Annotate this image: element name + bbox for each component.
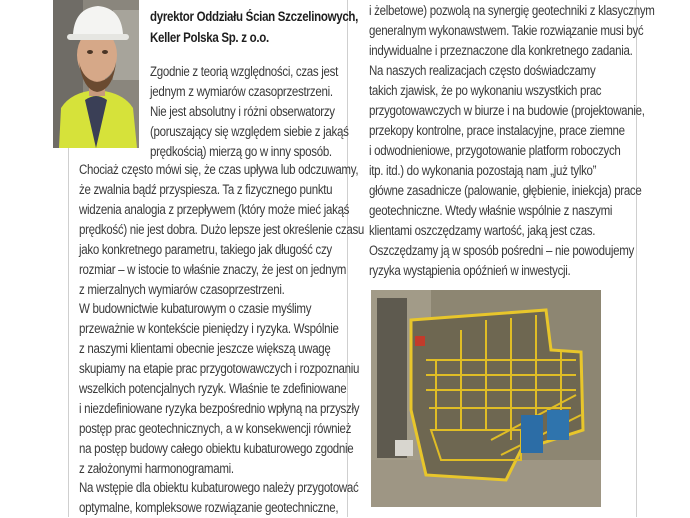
text-line: przeważnie w kontekście pieniędzy i ryzyka. Wspólnie: [79, 321, 339, 336]
text-line: postęp prac geotechnicznych, a w konsekwencji również: [79, 421, 352, 436]
text-line: przekopy kontrolne, prace instalacyjne, prace ziemne: [369, 123, 625, 138]
text-line: Chociaż często mówi się, że czas upływa lub odczuwamy,: [79, 162, 359, 177]
text-line: prędkością) mierzą go w inny sposób.: [150, 144, 332, 159]
caption-title: dyrektor Oddziału Ścian Szczelinowych,: [150, 9, 359, 24]
text-line: geotechniczne. Wtedy właśnie wspólnie z naszymi: [369, 203, 613, 218]
text-line: i odwodnieniowe, przygotowanie platform roboczych: [369, 143, 621, 158]
text-line: generalnym wykonawstwem. Takie rozwiązanie musi być: [369, 23, 644, 38]
text-line: prędkość) nie jest dobra. Dużo lepsze jest określenie czasu: [79, 222, 365, 237]
construction-site-photo: [371, 290, 601, 507]
text-line: widzenia analogia z przepływem (który może mieć jakąś: [79, 202, 350, 217]
text-line: przygotowawczych w biurze i na budowie (projektowanie,: [369, 103, 645, 118]
text-line: z mierzalnych wymiarów czasoprzestrzeni.: [79, 282, 285, 297]
text-line: Nie jest absolutny i różni obserwatorzy: [150, 104, 335, 119]
text-line: takich zjawisk, że po wykonaniu wszystkich prac: [369, 83, 602, 98]
text-line: wszelkich potencjalnych ryzyk. Właśnie te zdefiniowane: [79, 381, 347, 396]
text-line: itp. itd.) do wykonania pozostają nam „już tylko”: [369, 163, 597, 178]
text-line: z założonymi harmonogramami.: [79, 461, 234, 476]
text-line: rozmiar – w istocie to właśnie znaczy, że jest on jednym: [79, 262, 347, 277]
text-line: jako konkretnego parametru, takiego jak długość czy: [79, 242, 332, 257]
text-line: Oszczędzamy ją w sposób pośredni – nie powodujemy: [369, 243, 634, 258]
text-line: indywidualne i przeznaczone dla konkretnego zadania.: [369, 43, 633, 58]
portrait-caption: [150, 6, 358, 48]
text-line: Na wstępie dla obiektu kubaturowego należy przygotować: [79, 480, 359, 495]
right-column-text: [369, 1, 655, 281]
text-line: jednym z wymiarów czasoprzestrzeni.: [150, 84, 333, 99]
text-line: i żelbetowe) pozwolą na synergię geotechniki z klasycznym: [369, 3, 655, 18]
text-line: i niezdefiniowane ryzyka bezpośrednio wpłyną na przyszły: [79, 401, 360, 416]
text-line: na postęp budowy całego obiektu kubaturowego zgodnie: [79, 441, 354, 456]
portrait-photo: [53, 0, 139, 148]
text-line: główne zasadnicze (palowanie, głębienie, iniekcja) prace: [369, 183, 642, 198]
text-line: klientami oszczędzamy wartość, jaką jest czas.: [369, 223, 596, 238]
caption-company: Keller Polska Sp. z o.o.: [150, 30, 269, 45]
text-line: Zgodnie z teorią względności, czas jest: [150, 64, 338, 79]
text-line: W budownictwie kubaturowym o czasie myślimy: [79, 301, 312, 316]
text-line: ryzyka wystąpienia opóźnień w inwestycji.: [369, 263, 571, 278]
text-line: że zwalnia bądź przyspiesza. Ta z fizycznego punktu: [79, 182, 333, 197]
text-line: optymalne, kompleksowe rozwiązanie geotechniczne,: [79, 500, 339, 515]
text-line: skupiamy na etapie prac przygotowawczych i rozpoznaniu: [79, 361, 360, 376]
text-line: z naszymi klientami obecnie jeszcze większą uwagę: [79, 341, 331, 356]
text-line: Na naszych realizacjach często doświadczamy: [369, 63, 596, 78]
text-line: (poruszający się względem siebie z jakąś: [150, 124, 349, 139]
